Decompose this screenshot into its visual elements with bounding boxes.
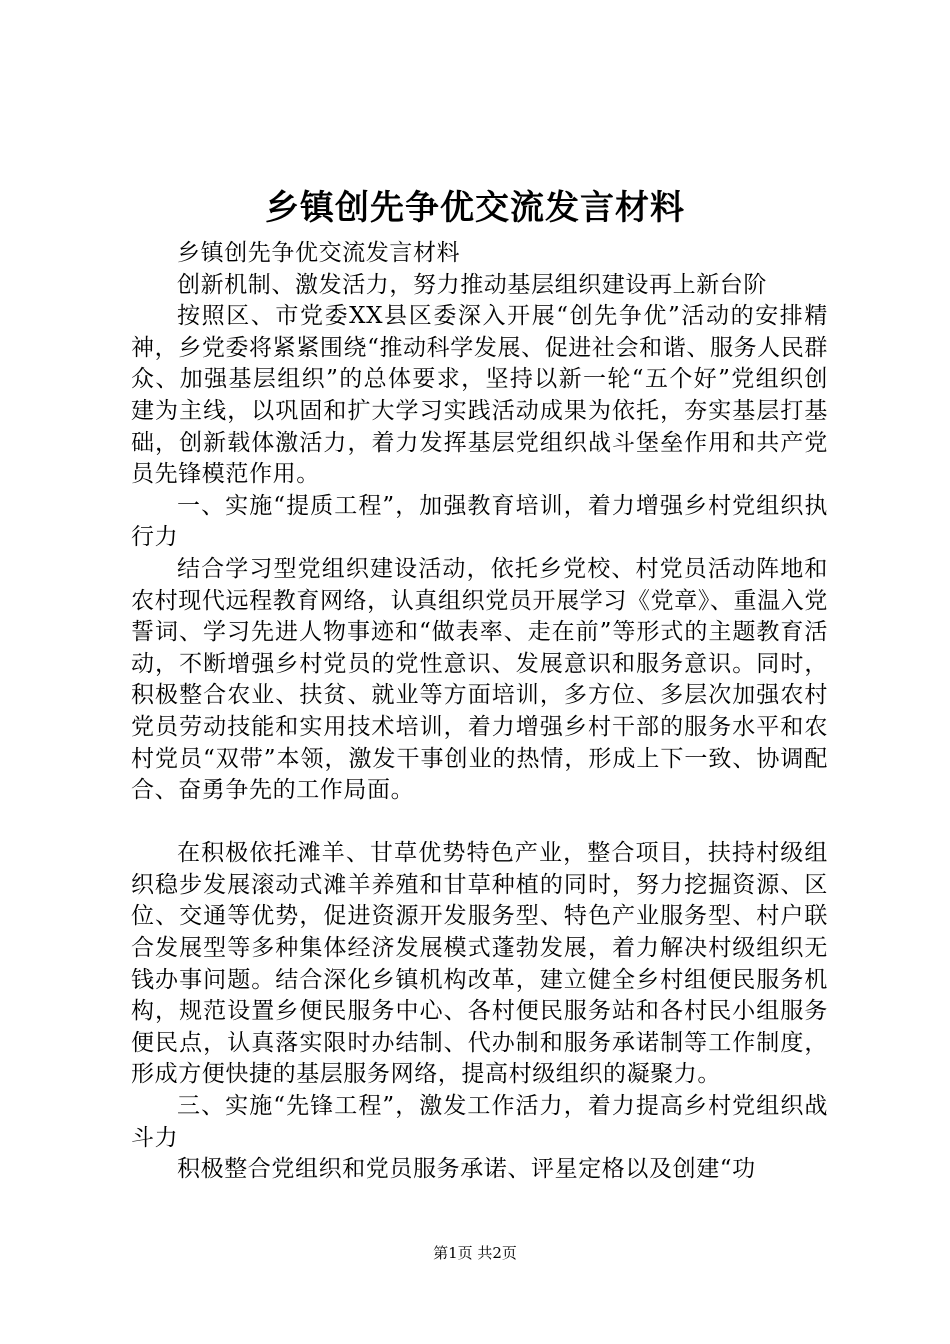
blank-line	[131, 807, 828, 839]
page-footer: 第1页 共2页	[433, 1244, 517, 1262]
paragraph-theme: 创新机制、激发活力，努力推动基层组织建设再上新台阶	[177, 271, 767, 298]
section-heading-3: 三、实施“先锋工程”，激发工作活力，着力提高乡村党组织战斗力	[131, 1093, 828, 1151]
document-body	[131, 238, 828, 1186]
paragraph-subtitle: 乡镇创先争优交流发言材料	[177, 240, 461, 266]
document-title: 乡镇创先争优交流发言材料	[265, 188, 685, 228]
paragraph-section-1: 结合学习型党组织建设活动，依托乡党校、村党员活动阵地和农村现代远程教育网络，认真组织党员开展学习《党章》、重温入党誓词、学习先进人物事迹和“做表率、走在前”等形式的主题教育活动，不断增强乡村党员的党性意识、发展意识和服务意识。同时，积极整合农业、扶贫、就业等方面培训，多方位、多层次加强农村党员劳动技能和实用技术培训，着力增强乡村干部的服务水平和农村党员“双带”本领，激发干事创业的热情，形成上下一致、协调配合、奋勇争先的工作局面。	[131, 555, 828, 804]
paragraph-intro: 按照区、市党委XX县区委深入开展“创先争优”活动的安排精神，乡党委将紧紧围绕“推动科学发展、促进社会和谐、服务人民群众、加强基层组织”的总体要求，坚持以新一轮“五个好”党组织创建为主线，以巩固和扩大学习实践活动成果为依托，夯实基层打基础，创新载体激活力，着力发挥基层党组织战斗堡垒作用和共产党员先锋模范作用。	[131, 303, 828, 488]
section-heading-1: 一、实施“提质工程”，加强教育培训，着力增强乡村党组织执行力	[131, 492, 828, 551]
paragraph-section-2: 在积极依托滩羊、甘草优势特色产业，整合项目，扶持村级组织稳步发展滚动式滩羊养殖和甘草种植的同时，努力挖掘资源、区位、交通等优势，促进资源开发服务型、特色产业服务型、村户联合发展型等多种集体经济发展模式蓬勃发展，着力解决村级组织无钱办事问题。结合深化乡镇机构改革，建立健全乡村组便民服务机构，规范设置乡便民服务中心、各村便民服务站和各村民小组服务便民点，认真落实限时办结制、代办制和服务承诺制等工作制度，形成方便快捷的基层服务网络，提高村级组织的凝聚力。	[131, 840, 828, 1088]
paragraph-section-3: 积极整合党组织和党员服务承诺、评星定格以及创建“功	[177, 1156, 756, 1183]
